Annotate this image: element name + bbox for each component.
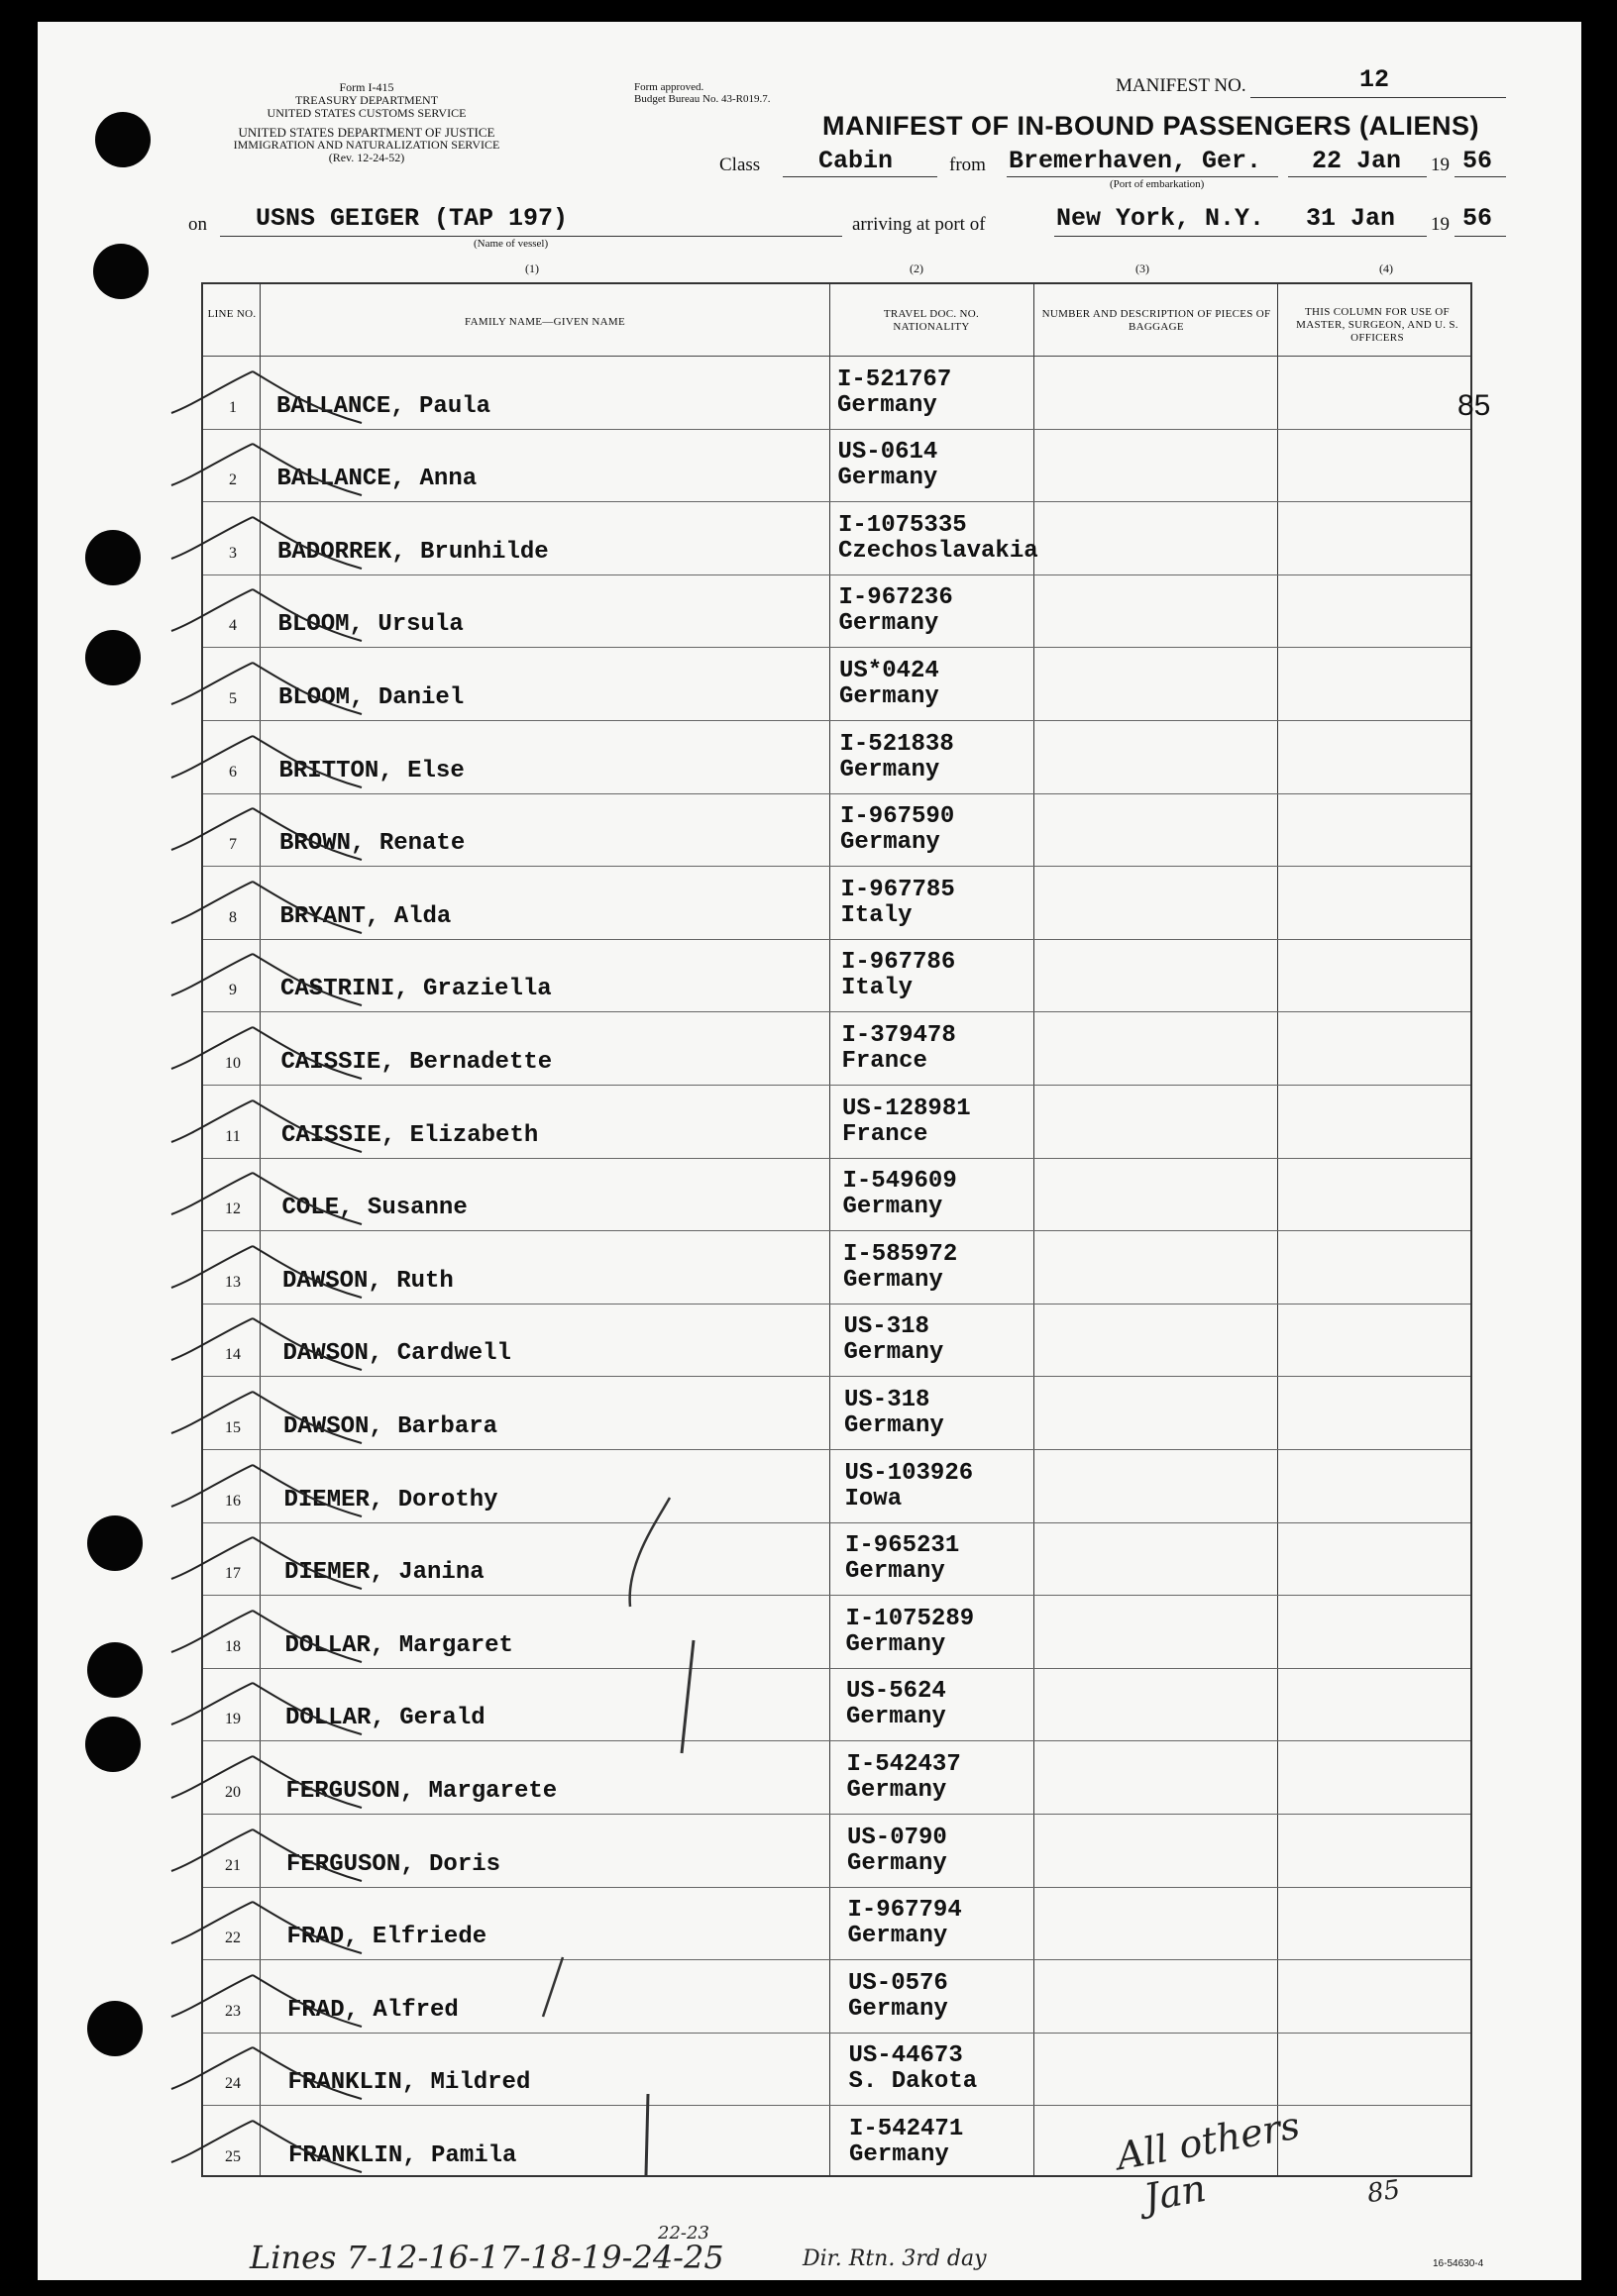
line-number: 7 bbox=[229, 836, 237, 854]
line-number: 3 bbox=[229, 544, 237, 562]
nationality: Germany bbox=[843, 1266, 943, 1294]
embark-year: 56 bbox=[1462, 147, 1493, 175]
travel-doc-number: US-0614 bbox=[837, 439, 938, 467]
col-header-line-no: LINE NO. bbox=[207, 308, 257, 320]
line-number: 12 bbox=[225, 1200, 241, 1218]
line-number: 5 bbox=[229, 689, 237, 707]
nationality: Czechoslavakia bbox=[838, 537, 1038, 565]
travel-doc-number: US*0424 bbox=[839, 657, 939, 684]
line-number: 18 bbox=[225, 1637, 241, 1655]
line-number: 9 bbox=[229, 982, 237, 999]
embark-date: 22 Jan bbox=[1312, 147, 1402, 175]
line-number: 16 bbox=[225, 1492, 241, 1510]
approved-label: Form approved. bbox=[634, 81, 704, 93]
line-number: 10 bbox=[225, 1054, 241, 1072]
arrival-year-prefix: 19 bbox=[1431, 214, 1450, 235]
manifest-no-value: 12 bbox=[1359, 65, 1390, 94]
travel-doc-number: US-0790 bbox=[847, 1824, 947, 1851]
travel-doc-number: I-1075289 bbox=[845, 1605, 975, 1632]
passenger-name: BROWN, Renate bbox=[279, 830, 466, 858]
passenger-name: DAWSON, Cardwell bbox=[282, 1340, 511, 1368]
passenger-name: DIEMER, Dorothy bbox=[283, 1486, 498, 1513]
travel-doc-number: I-965231 bbox=[845, 1532, 960, 1560]
line-number: 24 bbox=[225, 2075, 241, 2093]
passenger-name: CAISSIE, Elizabeth bbox=[281, 1121, 539, 1149]
vessel-caption: (Name of vessel) bbox=[474, 238, 549, 250]
class-value: Cabin bbox=[818, 147, 894, 175]
line-number: 23 bbox=[225, 2002, 241, 2020]
nationality: Germany bbox=[847, 1849, 947, 1877]
line-number: 4 bbox=[229, 617, 237, 635]
travel-doc-number: I-1075335 bbox=[838, 511, 967, 539]
nationality: Germany bbox=[840, 829, 940, 857]
nationality: Germany bbox=[837, 465, 938, 492]
print-code: 16-54630-4 bbox=[1433, 2258, 1484, 2269]
passenger-name: BLOOM, Ursula bbox=[277, 611, 464, 639]
class-label: Class bbox=[719, 155, 761, 175]
passenger-name: DOLLAR, Margaret bbox=[284, 1631, 513, 1659]
form-revision: (Rev. 12-24-52) bbox=[328, 151, 405, 164]
budget-bureau: Budget Bureau No. 43-R019.7. bbox=[634, 93, 771, 105]
handwritten-lines-note bbox=[250, 2239, 724, 2276]
handwritten-lines: Lines 7-12-16-17-18-19-24-25 bbox=[250, 2239, 724, 2276]
arriving-label: arriving at port of bbox=[852, 214, 986, 235]
nationality: Germany bbox=[838, 610, 939, 638]
travel-doc-number: I-521767 bbox=[837, 365, 952, 393]
passenger-name: BADORREK, Brunhilde bbox=[277, 538, 549, 566]
line-number: 1 bbox=[229, 398, 237, 416]
passenger-name: BRITTON, Else bbox=[278, 757, 465, 784]
travel-doc-number: I-542437 bbox=[846, 1750, 961, 1778]
travel-doc-number: US-0576 bbox=[848, 1969, 948, 1997]
passenger-name: CAISSIE, Bernadette bbox=[280, 1048, 553, 1076]
signature-number: 85 bbox=[1365, 2174, 1403, 2210]
col-number-1: (1) bbox=[525, 261, 539, 275]
travel-doc-number: US-318 bbox=[844, 1386, 930, 1413]
col-header-name: FAMILY NAME—GIVEN NAME bbox=[465, 316, 625, 328]
nationality: Germany bbox=[846, 1704, 946, 1731]
travel-doc-number: I-521838 bbox=[839, 730, 954, 758]
nationality: Germany bbox=[847, 1923, 948, 1950]
nationality: Germany bbox=[846, 1776, 947, 1804]
nationality: France bbox=[841, 1047, 927, 1075]
travel-doc-number: US-128981 bbox=[842, 1095, 971, 1122]
nationality: S. Dakota bbox=[848, 2068, 978, 2096]
nationality: France bbox=[842, 1120, 928, 1148]
pencil-stroke bbox=[682, 1640, 694, 1753]
dept-treasury: TREASURY DEPARTMENT bbox=[294, 93, 439, 107]
nationality: Germany bbox=[843, 1339, 944, 1367]
signature-line-1: All others bbox=[1113, 2103, 1304, 2179]
passenger-name: FRANKLIN, Mildred bbox=[287, 2069, 531, 2097]
travel-doc-number: I-967785 bbox=[840, 876, 955, 903]
signature-line-2: Jan bbox=[1140, 2165, 1210, 2221]
dept-immigration: IMMIGRATION AND NATURALIZATION SERVICE bbox=[233, 138, 500, 152]
nationality: Germany bbox=[848, 1995, 948, 2023]
line-number: 21 bbox=[225, 1856, 241, 1874]
arrival-port: New York, N.Y. bbox=[1056, 204, 1265, 233]
line-number: 14 bbox=[225, 1346, 241, 1364]
col-header-doc: TRAVEL DOC. NO. NATIONALITY bbox=[883, 308, 980, 333]
col-header-officers: THIS COLUMN FOR USE OF MASTER, SURGEON, AND U. S. OFFICERS bbox=[1296, 306, 1458, 344]
travel-doc-number: US-103926 bbox=[844, 1459, 974, 1487]
arrival-year: 56 bbox=[1462, 204, 1493, 233]
nationality: Italy bbox=[840, 901, 913, 929]
nationality: Germany bbox=[845, 1630, 946, 1658]
dept-justice: UNITED STATES DEPARTMENT OF JUSTICE bbox=[238, 125, 495, 140]
line-number: 22 bbox=[225, 1930, 241, 1947]
col-header-baggage: NUMBER AND DESCRIPTION OF PIECES OF BAGGAGE bbox=[1041, 308, 1271, 333]
passenger-name: FRANKLIN, Pamila bbox=[288, 2141, 517, 2169]
travel-doc-number: I-585972 bbox=[843, 1240, 958, 1268]
nationality: Italy bbox=[841, 975, 914, 1002]
passenger-name: BALLANCE, Paula bbox=[276, 392, 491, 420]
arrival-date: 31 Jan bbox=[1306, 204, 1396, 233]
passenger-name: CASTRINI, Graziella bbox=[280, 976, 552, 1003]
passenger-name: DIEMER, Janina bbox=[284, 1559, 485, 1587]
from-label: from bbox=[949, 155, 986, 175]
passenger-name: DAWSON, Ruth bbox=[282, 1267, 454, 1295]
line-number: 2 bbox=[229, 471, 237, 489]
officer-note: 85 bbox=[1457, 389, 1491, 422]
port-of-embarkation: Bremerhaven, Ger. bbox=[1009, 147, 1262, 175]
travel-doc-number: I-549609 bbox=[842, 1168, 957, 1196]
on-label: on bbox=[188, 214, 207, 235]
nationality: Iowa bbox=[844, 1485, 903, 1513]
port-embark-caption: (Port of embarkation) bbox=[1110, 178, 1205, 190]
travel-doc-number: I-379478 bbox=[841, 1021, 956, 1049]
passenger-name: BRYANT, Alda bbox=[279, 902, 452, 930]
passenger-name: BALLANCE, Anna bbox=[276, 466, 478, 493]
line-number: 15 bbox=[225, 1418, 241, 1436]
passenger-name: FRAD, Alfred bbox=[287, 1996, 459, 2024]
embark-year-prefix: 19 bbox=[1431, 155, 1450, 175]
nationality: Germany bbox=[839, 756, 940, 783]
travel-doc-number: I-967590 bbox=[840, 803, 955, 831]
pencil-stroke bbox=[630, 1498, 670, 1607]
line-number: 11 bbox=[225, 1127, 241, 1145]
travel-doc-number: US-5624 bbox=[846, 1678, 946, 1706]
handwritten-sup: 22-23 bbox=[658, 2223, 709, 2244]
vessel-name: USNS GEIGER (TAP 197) bbox=[256, 204, 569, 233]
line-number: 8 bbox=[229, 908, 237, 926]
line-number: 20 bbox=[225, 1783, 241, 1801]
manifest-title: MANIFEST OF IN-BOUND PASSENGERS (ALIENS) bbox=[822, 111, 1480, 141]
travel-doc-number: I-967786 bbox=[841, 949, 956, 977]
passenger-name: DOLLAR, Gerald bbox=[285, 1705, 485, 1732]
line-number: 19 bbox=[225, 1711, 241, 1728]
nationality: Germany bbox=[844, 1411, 944, 1439]
line-number: 17 bbox=[225, 1565, 241, 1583]
passenger-name: FERGUSON, Doris bbox=[286, 1850, 501, 1878]
passenger-name: COLE, Susanne bbox=[281, 1195, 468, 1222]
line-number: 6 bbox=[229, 763, 237, 781]
manifest-no-label: MANIFEST NO. bbox=[1116, 75, 1246, 96]
handwritten-tail: Dir. Rtn. 3rd day bbox=[803, 2246, 987, 2271]
dept-customs: UNITED STATES CUSTOMS SERVICE bbox=[267, 106, 467, 120]
line-number: 25 bbox=[225, 2147, 241, 2165]
passenger-name: FERGUSON, Margarete bbox=[285, 1777, 558, 1805]
nationality: Germany bbox=[837, 391, 937, 419]
passenger-name: DAWSON, Barbara bbox=[283, 1412, 498, 1440]
nationality: Germany bbox=[849, 2140, 949, 2168]
col-number-4: (4) bbox=[1379, 261, 1393, 275]
col-number-3: (3) bbox=[1135, 261, 1149, 275]
travel-doc-number: US-44673 bbox=[848, 2042, 963, 2070]
col-number-2: (2) bbox=[910, 261, 923, 275]
travel-doc-number: I-542471 bbox=[849, 2115, 964, 2142]
travel-doc-number: US-318 bbox=[843, 1313, 929, 1341]
travel-doc-number: I-967236 bbox=[838, 584, 953, 612]
form-number: Form I-415 bbox=[339, 80, 394, 94]
line-number: 13 bbox=[225, 1273, 241, 1291]
nationality: Germany bbox=[845, 1558, 945, 1586]
nationality: Germany bbox=[839, 682, 939, 710]
pencil-stroke bbox=[543, 1957, 563, 2017]
nationality: Germany bbox=[842, 1194, 943, 1221]
passenger-name: FRAD, Elfriede bbox=[286, 1924, 487, 1951]
pencil-stroke bbox=[646, 2094, 648, 2175]
travel-doc-number: I-967794 bbox=[847, 1897, 962, 1925]
passenger-name: BLOOM, Daniel bbox=[278, 683, 465, 711]
